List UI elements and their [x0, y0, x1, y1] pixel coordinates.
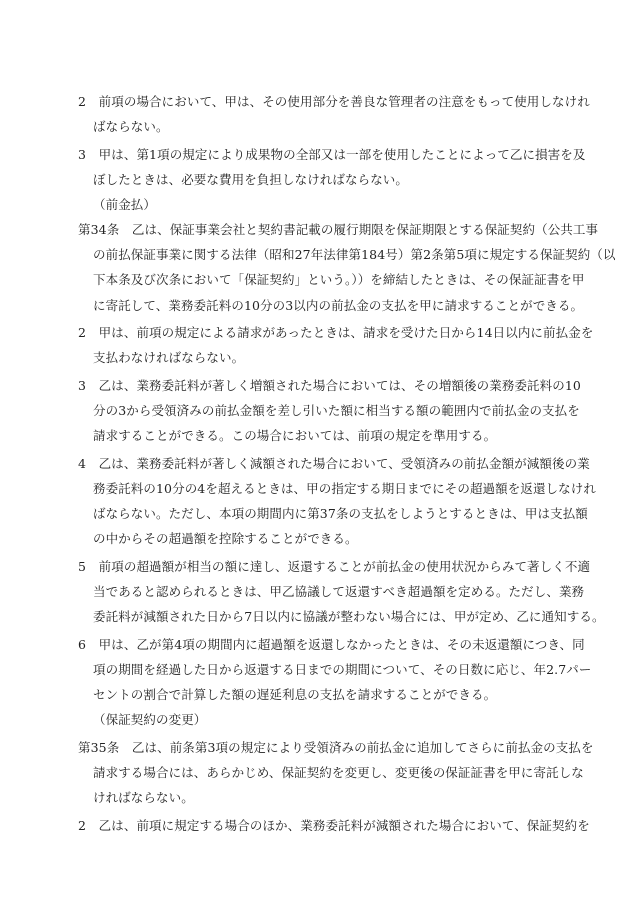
article-34-para-2-line-2: 支払わなければならない。	[93, 350, 245, 365]
article-35-line-1: 第35条 乙は、前条第3項の規定により受領済みの前払金に追加してさらに前払金の支払を	[78, 740, 594, 755]
article-34-para-3-line-2: 分の3から受領済みの前払金額を差し引いた額に相当する額の範囲内で前払金の支払を	[93, 403, 580, 418]
article-34-line-1: 第34条 乙は、保証事業会社と契約書記載の履行期限を保証期限とする保証契約（公共工事	[78, 222, 599, 237]
article-35-line-2: 請求する場合には、あらかじめ、保証契約を変更し、変更後の保証証書を甲に寄託しな	[93, 765, 584, 780]
article-34-para-2-line-1: 2 甲は、前項の規定による請求があったときは、請求を受けた日から14日以内に前払金を	[78, 325, 594, 340]
article-34-para-6-line-1: 6 甲は、乙が第4項の期間内に超過額を返還しなかったときは、その未返還額につき、同	[78, 637, 585, 652]
article-34-para-5-line-1: 5 前項の超過額が相当の額に達し、返還することが前払金の使用状況からみて著しく不適	[78, 559, 591, 574]
article-34-para-5-line-3: 委託料が減額された日から7日以内に協議が整わない場合には、甲が定め、乙に通知する。	[93, 609, 605, 624]
article-34-line-4: に寄託して、業務委託料の10分の3以内の前払金の支払を甲に請求することができる。	[93, 298, 584, 313]
article-34-line-3: 下本条及び次条において「保証契約」という。））を締結したときは、その保証証書を甲	[93, 272, 585, 287]
para-3-line-2: ぼしたときは、必要な費用を負担しなければならない。	[93, 172, 409, 187]
article-34-para-4-line-3: ばならない。ただし、本項の期間内に第37条の支払をしようとするときは、甲は支払額	[93, 506, 588, 521]
para-2-line-2: ばならない。	[93, 119, 169, 134]
article-34-para-3-line-3: 請求することができる。この場合においては、前項の規定を準用する。	[93, 428, 497, 443]
article-34-line-2: の前払保証事業に関する法律（昭和27年法律第184号）第2条第5項に規定する保証契約（以	[93, 247, 616, 262]
article-34-para-3-line-1: 3 乙は、業務委託料が著しく増額された場合においては、その増額後の業務委託料の10	[78, 378, 581, 393]
heading-hosho-keiyaku-henko: （保証契約の変更）	[93, 712, 207, 727]
article-34-para-6-line-3: セントの割合で計算した額の遅延利息の支払を請求することができる。	[93, 687, 497, 702]
article-34-para-4-line-1: 4 乙は、業務委託料が著しく減額された場合において、受領済みの前払金額が減額後の業	[78, 456, 590, 471]
article-35-para-2-line-1: 2 乙は、前項に規定する場合のほか、業務委託料が減額された場合において、保証契約を	[78, 818, 590, 833]
para-2-line-1: 2 前項の場合において、甲は、その使用部分を善良な管理者の注意をもって使用しなけれ	[78, 94, 590, 109]
article-34-para-6-line-2: 項の期間を経過した日から返還する日までの期間について、その日数に応じ、年2.7パー	[93, 662, 592, 677]
article-35-line-3: ければならない。	[93, 790, 194, 805]
para-3-line-1: 3 甲は、第1項の規定により成果物の全部又は一部を使用したことによって乙に損害を及	[78, 147, 586, 162]
heading-maekinbarai: （前金払）	[93, 197, 157, 212]
article-34-para-4-line-4: の中からその超過額を控除することができる。	[93, 531, 358, 546]
article-34-para-4-line-2: 務委託料の10分の4を超えるときは、甲の指定する期日までにその超過額を返還しなけれ	[93, 481, 596, 496]
article-34-para-5-line-2: 当であると認められるときは、甲乙協議して返還すべき超過額を定める。ただし、業務	[93, 584, 585, 599]
